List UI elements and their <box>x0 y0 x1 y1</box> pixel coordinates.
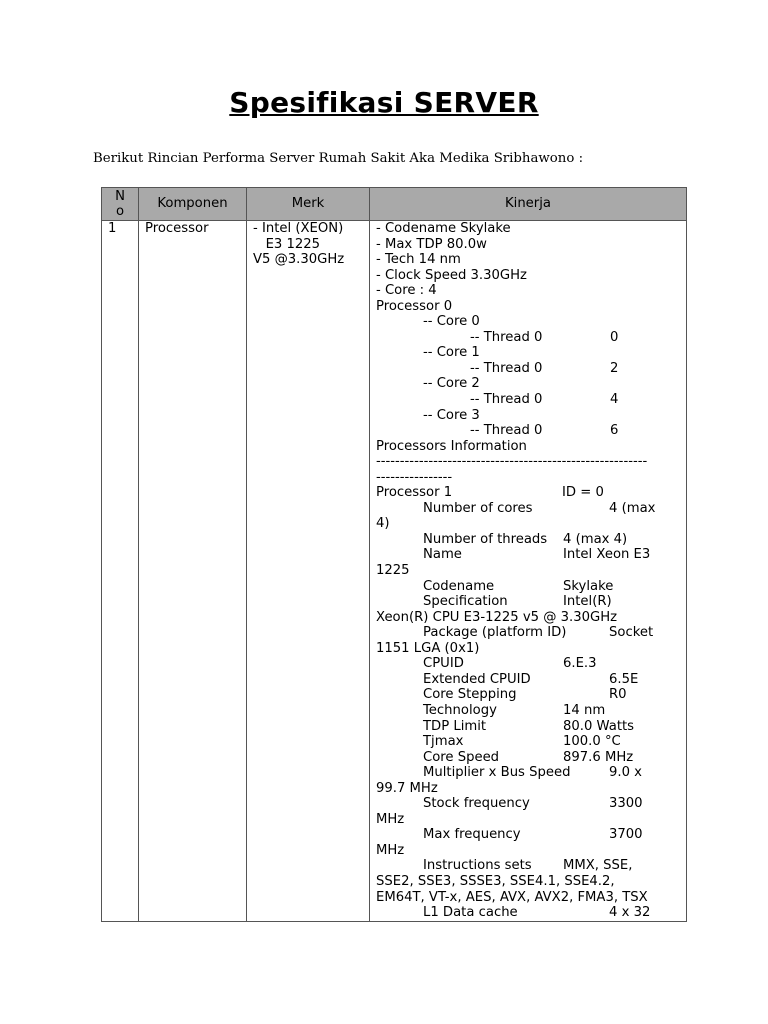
info-label: Codename <box>423 578 495 594</box>
info-label: Multiplier x Bus Speed <box>423 765 571 781</box>
info-value: R0 <box>609 687 627 703</box>
info-value: Socket <box>609 625 654 641</box>
kinerja-line: - Core : 4 <box>376 283 437 299</box>
info-value: 6.E.3 <box>563 656 597 672</box>
kinerja-line: 1151 LGA (0x1) <box>376 640 480 656</box>
info-label: CPUID <box>423 656 464 672</box>
header-no: N o <box>102 188 139 221</box>
info-value: Intel(R) <box>563 594 612 610</box>
header-kinerja: Kinerja <box>370 188 687 221</box>
kinerja-line <box>376 361 686 377</box>
core-label: -- Core 0 <box>423 314 480 330</box>
thread-value: 2 <box>610 360 619 376</box>
info-label: Specification <box>423 594 508 610</box>
kinerja-line <box>376 672 686 688</box>
info-label: Number of threads <box>423 531 548 547</box>
kinerja-line: - Codename Skylake <box>376 221 511 236</box>
info-value: 100.0 °C <box>563 734 621 750</box>
kinerja-line: - Clock Speed 3.30GHz <box>376 267 527 283</box>
info-value: 6.5E <box>609 671 639 687</box>
core-label: -- Core 2 <box>423 376 480 392</box>
kinerja-line <box>376 750 686 766</box>
info-value: 3700 <box>609 827 643 843</box>
info-value: 9.0 x <box>609 765 642 781</box>
kinerja-line <box>376 532 686 548</box>
kinerja-line <box>376 719 686 735</box>
info-value: 4 x 32 <box>609 905 651 921</box>
cell-komponen: Processor <box>139 221 247 922</box>
page-title: Spesifikasi SERVER <box>229 86 539 119</box>
merk-line: V5 @3.30GHz <box>253 252 345 268</box>
info-label: Max frequency <box>423 827 521 843</box>
thread-value: 0 <box>610 329 619 345</box>
info-label: Number of cores <box>423 500 533 516</box>
info-value: 4 (max 4) <box>563 531 628 547</box>
kinerja-line <box>376 765 686 781</box>
table-header-row <box>102 188 687 221</box>
kinerja-line <box>376 392 686 408</box>
kinerja-line: 1225 <box>376 563 410 579</box>
info-label: Technology <box>423 702 497 718</box>
info-label: TDP Limit <box>423 718 487 734</box>
info-value: Intel Xeon E3 <box>563 547 651 563</box>
kinerja-line: SSE2, SSE3, SSSE3, SSE4.1, SSE4.2, <box>376 873 615 889</box>
kinerja-line <box>376 827 686 843</box>
intro-text: Berikut Rincian Performa Server Rumah Sakit Aka Medika Sribhawono : <box>93 151 584 166</box>
divider-line: --------------------------------------------------------- <box>376 454 648 470</box>
thread-label: -- Thread 0 <box>470 392 543 408</box>
info-value: 14 nm <box>563 702 606 718</box>
kinerja-line <box>376 734 686 750</box>
kinerja-line <box>376 905 686 921</box>
kinerja-line <box>376 330 686 346</box>
info-label: Core Stepping <box>423 687 517 703</box>
kinerja-line: - Tech 14 nm <box>376 252 461 268</box>
info-value: 897.6 MHz <box>563 749 634 765</box>
info-label: Name <box>423 547 462 563</box>
kinerja-line <box>376 314 686 330</box>
kinerja-line: Processors Information <box>376 438 527 454</box>
kinerja-line <box>376 345 686 361</box>
table-row <box>102 221 687 922</box>
kinerja-line <box>376 408 686 424</box>
cell-kinerja <box>370 221 687 922</box>
kinerja-line: MHz <box>376 811 405 827</box>
core-label: -- Core 3 <box>423 407 480 423</box>
kinerja-line <box>376 376 686 392</box>
kinerja-line <box>376 796 686 812</box>
thread-label: -- Thread 0 <box>470 423 543 439</box>
kinerja-line: Processor 0 <box>376 298 453 314</box>
info-value: 3300 <box>609 796 643 812</box>
info-label: Instructions sets <box>423 858 532 874</box>
thread-value: 6 <box>610 423 619 439</box>
spec-table <box>101 187 687 922</box>
thread-value: 4 <box>610 392 619 408</box>
merk-line: E3 1225 <box>253 236 321 252</box>
info-value: ID = 0 <box>562 485 604 501</box>
cell-no: 1 <box>102 221 139 922</box>
kinerja-line: MHz <box>376 842 405 858</box>
header-komponen: Komponen <box>139 188 247 221</box>
info-value: 80.0 Watts <box>563 718 635 734</box>
kinerja-line <box>376 547 686 563</box>
core-label: -- Core 1 <box>423 345 480 361</box>
info-label: Tjmax <box>423 734 464 750</box>
info-value: 4 (max <box>609 500 656 516</box>
kinerja-line <box>376 423 686 439</box>
info-label: Extended CPUID <box>423 671 531 687</box>
info-label: Stock frequency <box>423 796 530 812</box>
thread-label: -- Thread 0 <box>470 329 543 345</box>
kinerja-line <box>376 656 686 672</box>
kinerja-line <box>376 703 686 719</box>
kinerja-line: Xeon(R) CPU E3-1225 v5 @ 3.30GHz <box>376 609 618 625</box>
kinerja-line: EM64T, VT-x, AES, AVX, AVX2, FMA3, TSX <box>376 889 648 905</box>
header-merk: Merk <box>247 188 370 221</box>
kinerja-line: 4) <box>376 516 390 532</box>
divider-line: ---------------- <box>376 469 453 485</box>
kinerja-line: - Max TDP 80.0w <box>376 236 487 252</box>
kinerja-line <box>376 687 686 703</box>
merk-line: - Intel (XEON) <box>253 221 344 236</box>
info-value: Skylake <box>563 578 614 594</box>
kinerja-line <box>376 485 686 501</box>
info-label: Package (platform ID) <box>423 625 567 641</box>
info-label: Processor 1 <box>376 485 453 501</box>
kinerja-line <box>376 501 686 517</box>
kinerja-line <box>376 625 686 641</box>
kinerja-line <box>376 594 686 610</box>
info-value: MMX, SSE, <box>563 858 633 874</box>
kinerja-line <box>376 579 686 595</box>
cell-merk <box>247 221 370 922</box>
kinerja-line <box>376 858 686 874</box>
info-label: Core Speed <box>423 749 500 765</box>
info-label: L1 Data cache <box>423 905 518 921</box>
kinerja-line: 99.7 MHz <box>376 780 438 796</box>
thread-label: -- Thread 0 <box>470 360 543 376</box>
